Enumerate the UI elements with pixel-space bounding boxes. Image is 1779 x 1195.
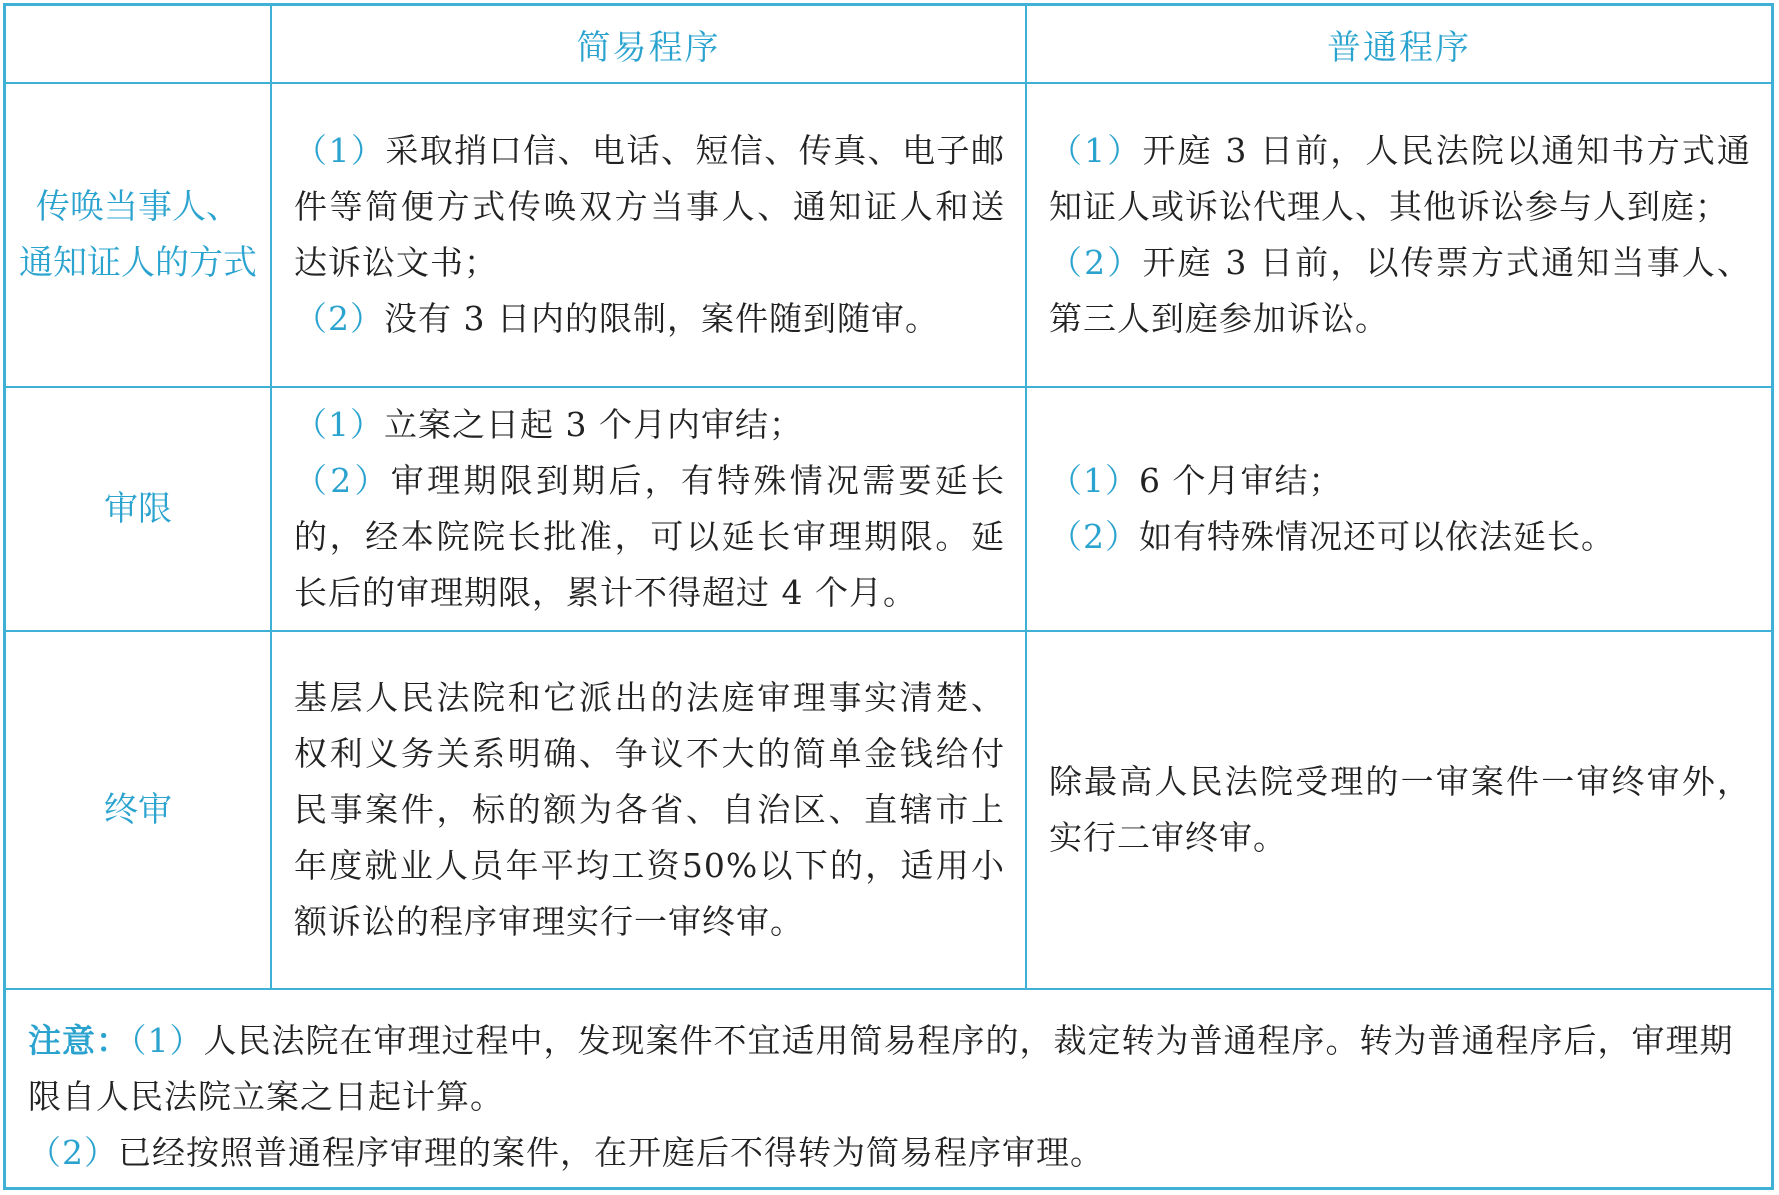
list-item: （2）审理期限到期后，有特殊情况需要延长的，经本院院长批准，可以延长审理期限。延长后的审理期限，累计不得超过 4 个月。 [294, 461, 1006, 612]
header-blank-cell [6, 6, 271, 83]
row-time-limit [6, 387, 1771, 631]
list-item: 基层人民法院和它派出的法庭审理事实清楚、权利义务关系明确、争议不大的简单金钱给付民事案件，标的额为各省、自治区、直辖市上年度就业人员年平均工资50%以下的，适用小额诉讼的程序审理实行一审终审。 [294, 678, 1005, 941]
summons-ordinary-cell [1026, 83, 1771, 387]
note-label: 注意： [28, 1021, 130, 1060]
header-simple-procedure: 简易程序 [271, 6, 1026, 83]
time-limit-simple-cell [271, 387, 1026, 631]
list-item: （1）立案之日起 3 个月内审结； [294, 405, 803, 444]
summons-simple-cell [271, 83, 1026, 387]
row-label-summons-method [6, 83, 271, 387]
final-instance-ordinary-cell [1026, 631, 1771, 989]
list-item: （1）6 个月审结； [1049, 461, 1343, 500]
row-label-final-instance [6, 631, 271, 989]
row-final-instance [6, 631, 1771, 989]
final-instance-simple-cell [271, 631, 1026, 989]
row-label-line: 审限 [104, 489, 172, 529]
time-limit-ordinary-cell [1026, 387, 1771, 631]
note-item: 注意：（1）人民法院在审理过程中，发现案件不宜适用简易程序的，裁定转为普通程序。转为普通程序后，审理期限自人民法院立案之日起计算。 [28, 1021, 1734, 1116]
list-item: （1）采取捎口信、电话、短信、传真、电子邮件等简便方式传唤双方当事人、通知证人和送达诉讼文书； [294, 131, 1006, 282]
row-label-time-limit [6, 387, 271, 631]
header-ordinary-procedure: 普通程序 [1026, 6, 1771, 83]
header-row [6, 6, 1771, 83]
row-label-line: 通知证人的方式 [19, 243, 257, 283]
note-block [6, 989, 1771, 1181]
list-item: 除最高人民法院受理的一审案件一审终审外，实行二审终审。 [1049, 762, 1751, 857]
list-item: （2）没有 3 日内的限制，案件随到随审。 [294, 299, 939, 338]
row-summons-method [6, 83, 1771, 387]
list-item: （2）如有特殊情况还可以依法延长。 [1049, 517, 1615, 556]
procedure-comparison-table [6, 6, 1771, 990]
list-item: （1）开庭 3 日前，人民法院以通知书方式通知证人或诉讼代理人、其他诉讼参与人到庭； [1049, 131, 1751, 226]
comparison-frame [3, 3, 1774, 1190]
row-label-line: 终审 [104, 790, 172, 830]
row-label-line: 传唤当事人、 [36, 187, 240, 227]
list-item: （2）开庭 3 日前，以传票方式通知当事人、第三人到庭参加诉讼。 [1049, 243, 1751, 338]
note-item: （2）已经按照普通程序审理的案件，在开庭后不得转为简易程序审理。 [28, 1133, 1104, 1172]
